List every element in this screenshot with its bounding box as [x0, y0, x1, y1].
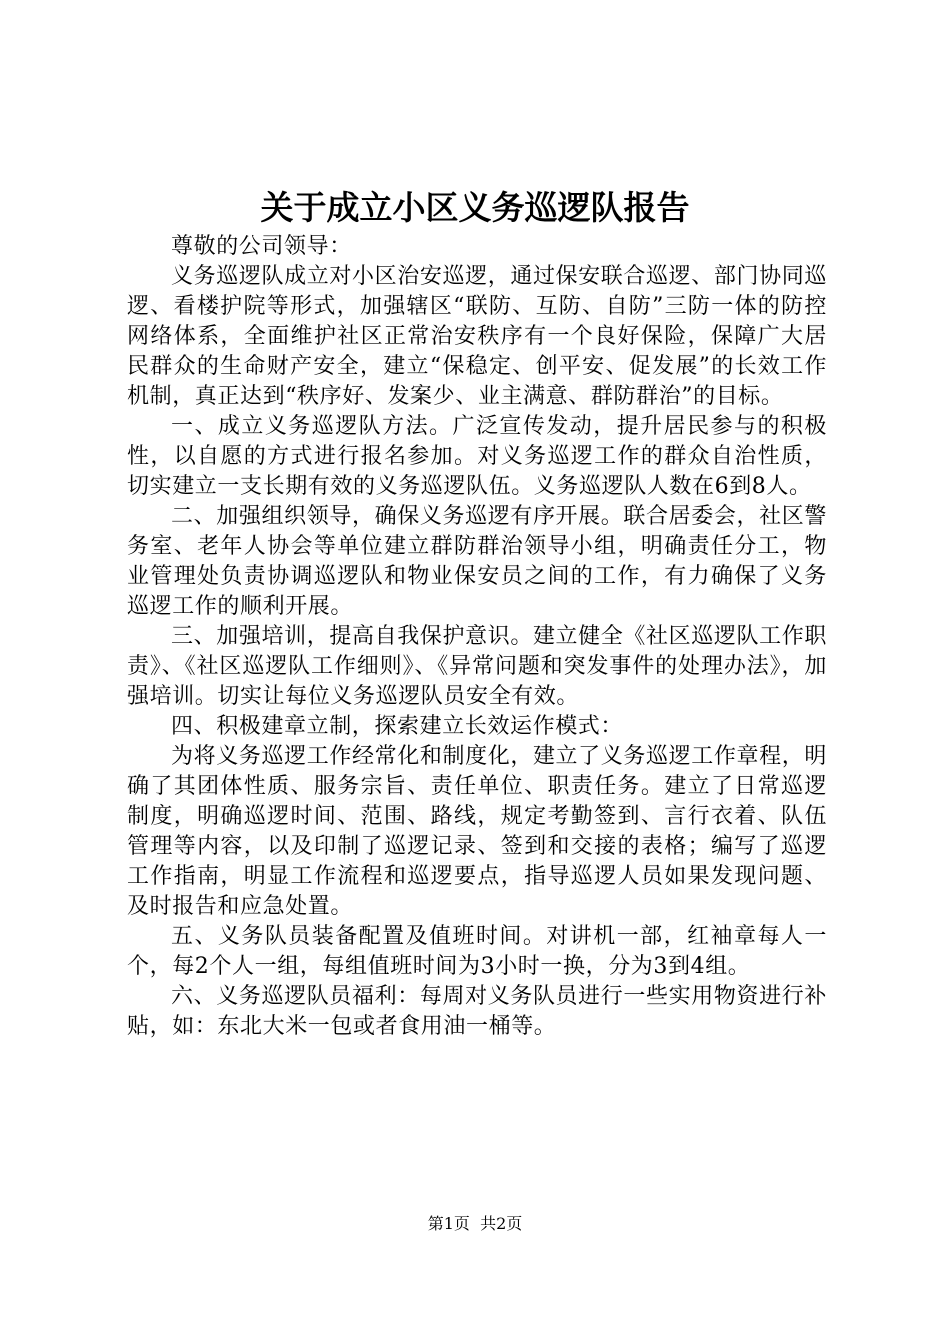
paragraph-section-6: 六、义务巡逻队员福利：每周对义务队员进行一些实用物资进行补贴，如：东北大米一包或者食用油一桶等。 — [127, 984, 827, 1039]
document-title: 关于成立小区义务巡逻队报告 — [260, 188, 690, 227]
page-number-current: 第1页 — [427, 1214, 470, 1233]
paragraph-section-1: 一、成立义务巡逻队方法。广泛宣传发动，提升居民参与的积极性，以自愿的方式进行报名参加。对义务巡逻工作的群众自治性质，切实建立一支长期有效的义务巡逻队伍。义务巡逻队人数在6到8人。 — [127, 414, 827, 499]
paragraph-section-3: 三、加强培训，提高自我保护意识。建立健全《社区巡逻队工作职责》、《社区巡逻队工作细则》、《异常问题和突发事件的处理办法》，加强培训。切实让每位义务巡逻队员安全有效。 — [127, 624, 827, 709]
paragraph-intro: 义务巡逻队成立对小区治安巡逻，通过保安联合巡逻、部门协同巡逻、看楼护院等形式，加强辖区“联防、互防、自防”三防一体的防控网络体系，全面维护社区正常治安秩序有一个良好保险，保障广大居民群众的生命财产安全，建立“保稳定、创平安、促发展”的长效工作机制，真正达到“秩序好、发案少、业主满意、群防群治”的目标。 — [127, 264, 827, 409]
page-number-total: 共2页 — [480, 1214, 523, 1233]
paragraph-section-4-heading: 四、积极建章立制，探索建立长效运作模式： — [171, 714, 624, 739]
salutation: 尊敬的公司领导： — [171, 234, 352, 259]
paragraph-section-4-body: 为将义务巡逻工作经常化和制度化，建立了义务巡逻工作章程，明确了其团体性质、服务宗旨、责任单位、职责任务。建立了日常巡逻制度，明确巡逻时间、范围、路线，规定考勤签到、言行衣着、队伍管理等内容，以及印制了巡逻记录、签到和交接的表格；编写了巡逻工作指南，明显工作流程和巡逻要点，指导巡逻人员如果发现问题、及时报告和应急处置。 — [127, 744, 827, 919]
page-footer — [0, 1214, 950, 1234]
document-body — [127, 232, 827, 1042]
paragraph-section-5: 五、义务队员装备配置及值班时间。对讲机一部，红袖章每人一个，每2个人一组，每组值班时间为3小时一换，分为3到4组。 — [127, 924, 827, 979]
paragraph-section-2: 二、加强组织领导，确保义务巡逻有序开展。联合居委会，社区警务室、老年人协会等单位建立群防群治领导小组，明确责任分工，物业管理处负责协调巡逻队和物业保安员之间的工作，有力确保了义务巡逻工作的顺利开展。 — [127, 504, 827, 619]
